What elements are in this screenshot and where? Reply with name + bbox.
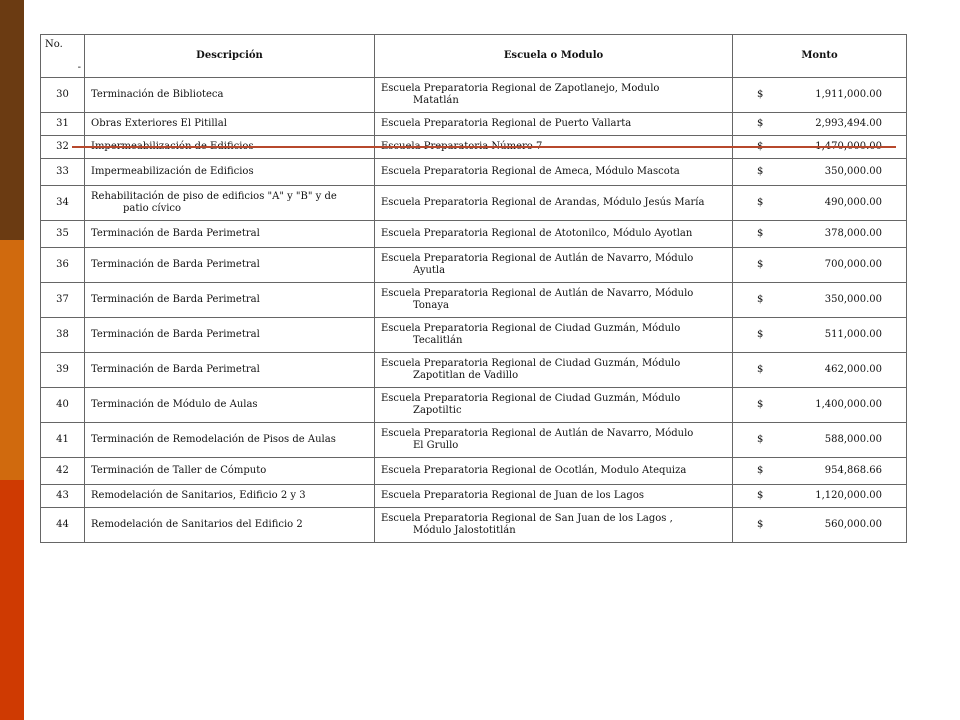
table-header-row xyxy=(41,35,907,78)
row-monto: $ 350,000.00 xyxy=(733,159,907,186)
row-monto: $ 1,120,000.00 xyxy=(733,485,907,508)
row-no: 31 xyxy=(41,113,85,136)
header-escuela: Escuela o Modulo xyxy=(375,35,733,78)
row-no: 44 xyxy=(41,508,85,543)
row-descripcion: Remodelación de Sanitarios, Edificio 2 y 3 xyxy=(85,485,375,508)
sidebar-segment-bottom xyxy=(0,480,24,720)
row-escuela: Escuela Preparatoria Regional de Ciudad Guzmán, Módulo Zapotitlan de Vadillo xyxy=(375,353,733,388)
row-no: 43 xyxy=(41,485,85,508)
table-row xyxy=(41,159,907,186)
row-descripcion: Terminación de Barda Perimetral xyxy=(85,353,375,388)
row-monto: $ 511,000.00 xyxy=(733,318,907,353)
header-no: No. - xyxy=(41,35,85,78)
table-row xyxy=(41,78,907,113)
row-escuela: Escuela Preparatoria Regional de Arandas, Módulo Jesús María xyxy=(375,186,733,221)
row-monto: $ 462,000.00 xyxy=(733,353,907,388)
header-descripcion: Descripción xyxy=(85,35,375,78)
row-escuela: Escuela Preparatoria Regional de Autlán de Navarro, Módulo Ayutla xyxy=(375,248,733,283)
row-escuela: Escuela Preparatoria Regional de Ciudad Guzmán, Módulo Tecalitlán xyxy=(375,318,733,353)
row-monto: $ 560,000.00 xyxy=(733,508,907,543)
row-monto: $ 490,000.00 xyxy=(733,186,907,221)
table-row xyxy=(41,485,907,508)
row-escuela: Escuela Preparatoria Regional de Juan de los Lagos xyxy=(375,485,733,508)
row-monto: $ 378,000.00 xyxy=(733,221,907,248)
sidebar-segment-middle xyxy=(0,240,24,480)
sidebar-segment-top xyxy=(0,0,24,240)
row-escuela: Escuela Preparatoria Regional de Autlán de Navarro, Módulo Tonaya xyxy=(375,283,733,318)
row-descripcion: Terminación de Barda Perimetral xyxy=(85,283,375,318)
row-descripcion: Impermeabilización de Edificios xyxy=(85,159,375,186)
row-descripcion: Terminación de Barda Perimetral xyxy=(85,318,375,353)
table-row xyxy=(41,186,907,221)
row-monto: $ 700,000.00 xyxy=(733,248,907,283)
row-descripcion: Terminación de Biblioteca xyxy=(85,78,375,113)
header-monto: Monto xyxy=(733,35,907,78)
row-descripcion: Terminación de Taller de Cómputo xyxy=(85,458,375,485)
row-descripcion: Terminación de Módulo de Aulas xyxy=(85,388,375,423)
row-no: 36 xyxy=(41,248,85,283)
table-row xyxy=(41,318,907,353)
row-no: 38 xyxy=(41,318,85,353)
table-row xyxy=(41,113,907,136)
row-descripcion: Remodelación de Sanitarios del Edificio 2 xyxy=(85,508,375,543)
table-row xyxy=(41,423,907,458)
row-monto: $ 350,000.00 xyxy=(733,283,907,318)
row-escuela: Escuela Preparatoria Regional de Ciudad Guzmán, Módulo Zapotiltic xyxy=(375,388,733,423)
row-no: 40 xyxy=(41,388,85,423)
table-row xyxy=(41,508,907,543)
row-no: 39 xyxy=(41,353,85,388)
table-row xyxy=(41,388,907,423)
row-no: 33 xyxy=(41,159,85,186)
row-no: 34 xyxy=(41,186,85,221)
row-escuela: Escuela Preparatoria Regional de Zapotlanejo, Modulo Matatlán xyxy=(375,78,733,113)
table-row xyxy=(41,221,907,248)
table-row xyxy=(41,458,907,485)
row-monto: $ 1,400,000.00 xyxy=(733,388,907,423)
table-row xyxy=(41,353,907,388)
sidebar-decoration xyxy=(0,0,24,720)
row-no: 30 xyxy=(41,78,85,113)
row-no: 35 xyxy=(41,221,85,248)
row-escuela: Escuela Preparatoria Regional de Autlán de Navarro, Módulo El Grullo xyxy=(375,423,733,458)
row-descripcion: Terminación de Barda Perimetral xyxy=(85,221,375,248)
row-descripcion: Rehabilitación de piso de edificios "A" y "B" y de patio cívico xyxy=(85,186,375,221)
row-no: 37 xyxy=(41,283,85,318)
row-descripcion: Terminación de Barda Perimetral xyxy=(85,248,375,283)
row-no: 42 xyxy=(41,458,85,485)
row-monto: $ 954,868.66 xyxy=(733,458,907,485)
row-no: 32 xyxy=(41,136,85,159)
row-descripcion: Obras Exteriores El Pitillal xyxy=(85,113,375,136)
row-no: 41 xyxy=(41,423,85,458)
row-monto: $ 2,993,494.00 xyxy=(733,113,907,136)
strikethrough-line xyxy=(72,146,896,148)
row-descripcion: Terminación de Remodelación de Pisos de Aulas xyxy=(85,423,375,458)
row-monto: $ 1,911,000.00 xyxy=(733,78,907,113)
table-row xyxy=(41,248,907,283)
row-escuela: Escuela Preparatoria Regional de Puerto Vallarta xyxy=(375,113,733,136)
projects-table xyxy=(40,34,907,543)
row-escuela: Escuela Preparatoria Regional de Ocotlán, Modulo Atequiza xyxy=(375,458,733,485)
row-escuela: Escuela Preparatoria Regional de Atotonilco, Módulo Ayotlan xyxy=(375,221,733,248)
table-row xyxy=(41,283,907,318)
row-escuela: Escuela Preparatoria Regional de Ameca, Módulo Mascota xyxy=(375,159,733,186)
row-monto: $ 588,000.00 xyxy=(733,423,907,458)
row-escuela: Escuela Preparatoria Regional de San Juan de los Lagos , Módulo Jalostotitlán xyxy=(375,508,733,543)
